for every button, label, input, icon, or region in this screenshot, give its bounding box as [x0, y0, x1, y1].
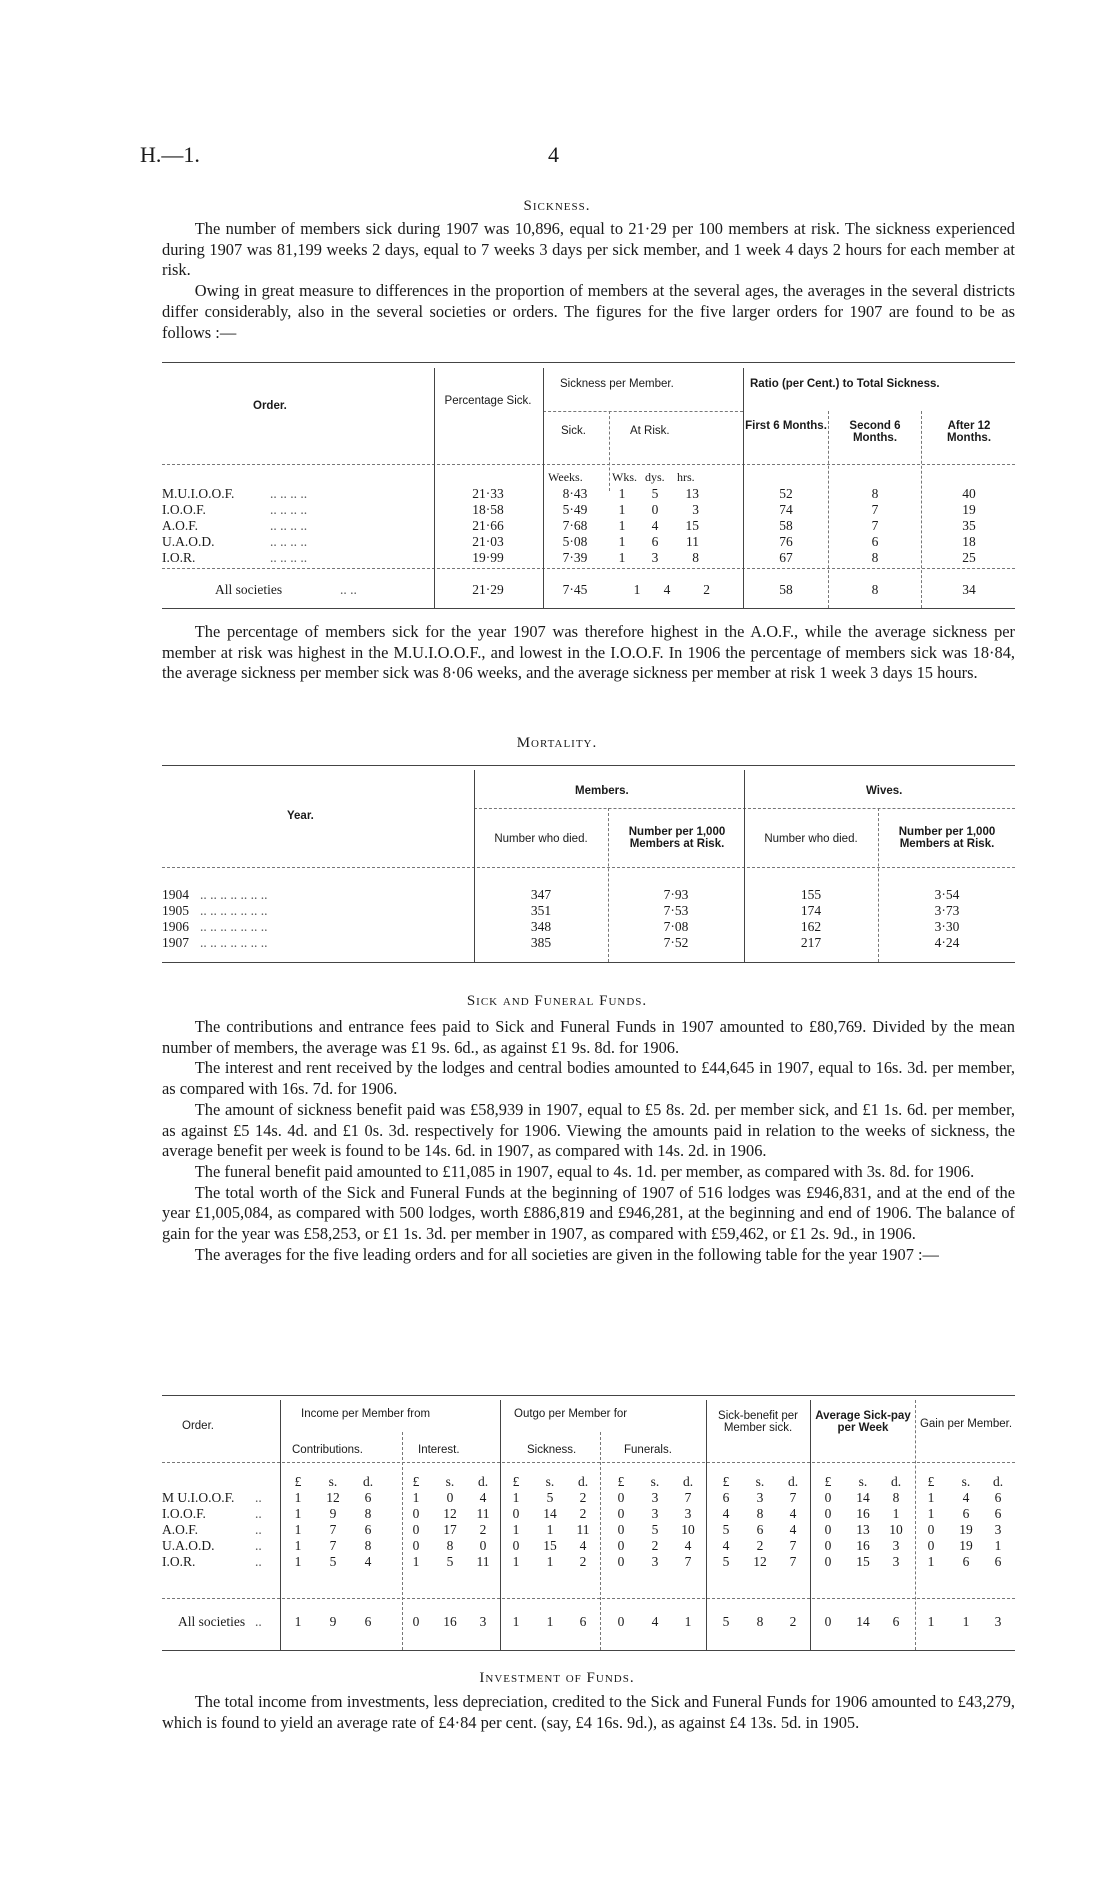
amount-pounds: 1 [294, 1538, 302, 1553]
sick-weeks: 8·43 [562, 486, 588, 501]
unit-pence: d. [682, 1474, 694, 1489]
amount-pence: 2 [579, 1490, 587, 1505]
amount-pence: 4 [364, 1554, 372, 1569]
unit-pounds: £ [294, 1474, 302, 1489]
amount-pounds: 0 [617, 1490, 625, 1505]
total-pence: 3 [994, 1614, 1002, 1629]
leader-dots: .. [255, 1554, 262, 1569]
order-name: M.U.I.O.O.F. [162, 486, 235, 501]
wives-died: 162 [800, 919, 822, 934]
amount-pence: 4 [684, 1538, 692, 1553]
amount-pounds: 1 [294, 1554, 302, 1569]
col-header-avg-sick-pay: Average Sick-pay per Week [815, 1410, 911, 1434]
funds-para-3: The amount of sickness benefit paid was £58,939 in 1907, equal to £5 8s. 2d. per member sick, and £1 1s. 6d. per member, as against £5 14s. 4d. and £1 0s. 3d. respectively for 1906. Viewing the amounts paid in relation to the weeks of sickness, the average benefit per week is found to be 14s. 6d. in 1907, as compared with 14s. 2d. in 1906. [162, 1099, 1015, 1161]
amount-pence: 6 [364, 1522, 372, 1537]
order-name: I.O.R. [162, 550, 196, 565]
col-header-members-died: Number who died. [494, 833, 588, 845]
unit-pence: d. [577, 1474, 589, 1489]
amount-pounds: 1 [927, 1554, 935, 1569]
unit-shillings: s. [650, 1474, 660, 1489]
amount-pence: 8 [364, 1538, 372, 1553]
amount-pence: 2 [579, 1554, 587, 1569]
amount-pence: 6 [994, 1506, 1002, 1521]
amount-pence: 8 [892, 1490, 900, 1505]
unit-pounds: £ [617, 1474, 625, 1489]
page-number: 4 [548, 142, 559, 167]
unit-pounds: £ [824, 1474, 832, 1489]
total-shillings: 14 [856, 1614, 870, 1629]
amount-pounds: 1 [294, 1522, 302, 1537]
funds-para-2: The interest and rent received by the lodges and central bodies amounted to £44,645 in 1907, equal to 16s. 3d. per member, as compared with 16s. 7d. for 1906. [162, 1058, 1015, 1099]
order-name: U.A.O.D. [162, 1538, 215, 1553]
unit-pounds: £ [512, 1474, 520, 1489]
amount-shillings: 14 [543, 1506, 557, 1521]
unit-shillings: s. [445, 1474, 455, 1489]
total-shillings: 16 [443, 1614, 457, 1629]
ratio-first: 58 [779, 518, 793, 533]
amount-pounds: 0 [512, 1506, 520, 1521]
total-pounds: 1 [294, 1614, 302, 1629]
unit-shillings: s. [545, 1474, 555, 1489]
at-risk-dys: 5 [651, 486, 659, 501]
amount-pence: 4 [789, 1506, 797, 1521]
amount-shillings: 2 [651, 1538, 659, 1553]
leader-dots: .. .. [340, 582, 357, 597]
sick-weeks: 5·08 [562, 534, 588, 549]
at-risk-hrs: 11 [686, 534, 699, 549]
amount-shillings: 19 [959, 1538, 973, 1553]
amount-pence: 7 [684, 1490, 692, 1505]
amount-shillings: 5 [546, 1490, 554, 1505]
amount-pounds: 1 [512, 1554, 520, 1569]
amount-pounds: 0 [824, 1538, 832, 1553]
total-pounds: 0 [617, 1614, 625, 1629]
total-pence: 2 [789, 1614, 797, 1629]
at-risk-wks: 1 [618, 486, 626, 501]
percentage-sick: 21·03 [472, 534, 504, 549]
total-pence: 6 [579, 1614, 587, 1629]
total-pence: 6 [364, 1614, 372, 1629]
col-header-ratio: Ratio (per Cent.) to Total Sickness. [750, 378, 940, 390]
col-header-funds-order: Order. [182, 1420, 214, 1432]
total-at-risk-hrs: 2 [703, 582, 710, 597]
amount-shillings: 9 [329, 1506, 337, 1521]
at-risk-hrs: 8 [692, 550, 699, 565]
total-pence: 3 [479, 1614, 487, 1629]
col-header-second-6-months: Second 6 Months. [849, 420, 901, 444]
amount-pence: 7 [789, 1554, 797, 1569]
at-risk-wks: 1 [618, 502, 626, 517]
funds-para-1: The contributions and entrance fees paid to Sick and Funeral Funds in 1907 amounted to £80,769. Divided by the mean number of members, the average was £1 9s. 6d., as against £1 9s. 8d. for 1906. [162, 1017, 1015, 1057]
leader-dots: .. [255, 1538, 262, 1553]
col-header-wives-died: Number who died. [764, 833, 858, 845]
unit-pence: d. [787, 1474, 799, 1489]
col-header-wives-per-1000: Number per 1,000 Members at Risk. [898, 826, 996, 850]
unit-pence: d. [362, 1474, 374, 1489]
total-at-risk-wks: 1 [633, 582, 641, 597]
unit-hrs: hrs. [677, 470, 695, 484]
unit-pence: d. [992, 1474, 1004, 1489]
unit-wks: Wks. [612, 470, 637, 484]
order-name: A.O.F. [162, 518, 199, 533]
percentage-sick: 21·33 [472, 486, 504, 501]
col-header-percentage-sick: Percentage Sick. [444, 395, 532, 407]
amount-pence: 0 [479, 1538, 487, 1553]
amount-pounds: 0 [824, 1522, 832, 1537]
order-name: M U.I.O.O.F. [162, 1490, 235, 1505]
unit-shillings: s. [328, 1474, 338, 1489]
total-pence: 1 [684, 1614, 692, 1629]
year: 1907 [162, 935, 189, 950]
sickness-para-2: Owing in great measure to differences in the proportion of members at the several ages, the averages in the several districts differ considerably, also in the several societies or orders. The figures for the five larger orders for 1907 are found to be as follows :— [162, 281, 1015, 342]
amount-pounds: 0 [512, 1538, 520, 1553]
amount-pence: 11 [476, 1506, 490, 1521]
ratio-second: 7 [871, 518, 879, 533]
amount-pence: 6 [994, 1490, 1002, 1505]
at-risk-dys: 4 [651, 518, 659, 533]
members-rate: 7·08 [663, 919, 689, 934]
amount-pounds: 1 [294, 1490, 302, 1505]
members-rate: 7·52 [663, 935, 689, 950]
sickness-para-1: The number of members sick during 1907 was 10,896, equal to 21·29 per 100 members at risk. The sickness experienced during 1907 was 81,199 weeks 2 days, equal to 7 weeks 3 days per sick member, and 1 week 4 days 2 hours for each member at risk. [162, 219, 1015, 280]
at-risk-dys: 0 [651, 502, 659, 517]
amount-pence: 4 [479, 1490, 487, 1505]
col-header-sick-benefit: Sick-benefit per Member sick. [718, 1410, 798, 1434]
amount-pence: 11 [476, 1554, 490, 1569]
amount-pence: 1 [892, 1506, 900, 1521]
section-title-mortality: Mortality. [516, 735, 598, 751]
investment-text [162, 1692, 1015, 1733]
amount-shillings: 8 [446, 1538, 454, 1553]
col-header-after-12-months: After 12 Months. [946, 420, 992, 444]
amount-pounds: 0 [824, 1554, 832, 1569]
at-risk-wks: 1 [618, 518, 626, 533]
col-header-members-per-1000: Number per 1,000 Members at Risk. [628, 826, 726, 850]
wives-died: 174 [800, 903, 822, 918]
total-label: All societies [178, 1614, 246, 1629]
total-pounds: 5 [722, 1614, 730, 1629]
total-pounds: 0 [824, 1614, 832, 1629]
leader-dots: .. [255, 1506, 262, 1521]
leader-dots: .. [255, 1614, 262, 1629]
col-header-order: Order. [253, 400, 287, 412]
percentage-sick: 21·66 [472, 518, 504, 533]
amount-shillings: 7 [329, 1522, 337, 1537]
wives-died: 155 [800, 887, 822, 902]
ratio-after: 40 [962, 486, 976, 501]
amount-shillings: 6 [962, 1506, 970, 1521]
amount-pounds: 1 [512, 1522, 520, 1537]
amount-pounds: 4 [722, 1538, 730, 1553]
amount-pounds: 5 [722, 1554, 730, 1569]
amount-shillings: 6 [756, 1522, 764, 1537]
year: 1905 [162, 903, 189, 918]
leader-dots: .. .. .. .. [270, 502, 308, 517]
total-shillings: 4 [651, 1614, 659, 1629]
amount-pounds: 0 [412, 1506, 420, 1521]
amount-shillings: 15 [543, 1538, 557, 1553]
amount-pounds: 4 [722, 1506, 730, 1521]
unit-pounds: £ [412, 1474, 420, 1489]
amount-shillings: 8 [756, 1506, 764, 1521]
amount-shillings: 0 [446, 1490, 454, 1505]
members-died: 347 [530, 887, 552, 902]
order-name: I.O.O.F. [162, 1506, 206, 1521]
ratio-after: 18 [962, 534, 976, 549]
wives-died: 217 [800, 935, 822, 950]
ratio-second: 6 [871, 534, 879, 549]
amount-pounds: 0 [412, 1538, 420, 1553]
amount-pence: 3 [892, 1554, 900, 1569]
funds-para-5: The total worth of the Sick and Funeral Funds at the beginning of 1907 of 516 lodges was £946,831, and at the end of the year £1,005,084, as compared with 500 lodges, worth £886,819 and £946,281, at the beginning and end of 1906. The balance of gain for the year was £58,253, or £1 1s. 3d. per member in 1907, as compared with £59,462, or £1 2s. 9d., in 1906. [162, 1182, 1015, 1244]
col-header-contributions: Contributions. [292, 1444, 363, 1456]
col-header-wives: Wives. [866, 785, 903, 797]
wives-rate: 4·24 [934, 935, 960, 950]
unit-pounds: £ [927, 1474, 935, 1489]
ratio-after: 19 [962, 502, 976, 517]
funds-para-4: The funeral benefit paid amounted to £11,085 in 1907, equal to 4s. 1d. per member, as compared with 3s. 8d. for 1906. [194, 1161, 975, 1181]
amount-pounds: 0 [412, 1522, 420, 1537]
amount-shillings: 12 [753, 1554, 767, 1569]
leader-dots: .. [255, 1490, 262, 1505]
total-pounds: 1 [927, 1614, 935, 1629]
amount-pence: 4 [579, 1538, 587, 1553]
amount-shillings: 2 [756, 1538, 764, 1553]
total-shillings: 9 [329, 1614, 337, 1629]
unit-shillings: s. [858, 1474, 868, 1489]
amount-pence: 3 [684, 1506, 692, 1521]
leader-dots: .. .. .. .. .. .. .. [200, 919, 268, 934]
unit-pence: d. [477, 1474, 489, 1489]
leader-dots: .. .. .. .. [270, 486, 308, 501]
page-header-code: H.—1. [140, 142, 200, 167]
year: 1904 [162, 887, 189, 902]
section-title-investment: Investment of Funds. [479, 1670, 635, 1686]
amount-pounds: 1 [927, 1490, 935, 1505]
total-ratio-second: 8 [871, 582, 879, 597]
amount-shillings: 5 [446, 1554, 454, 1569]
wives-rate: 3·73 [934, 903, 960, 918]
col-header-outgo-per-member: Outgo per Member for [514, 1408, 628, 1420]
amount-pence: 6 [364, 1490, 372, 1505]
amount-shillings: 6 [962, 1554, 970, 1569]
ratio-first: 52 [779, 486, 793, 501]
amount-pounds: 0 [927, 1538, 935, 1553]
funds-para-6: The averages for the five leading orders and for all societies are given in the following table for the year 1907 :— [194, 1244, 939, 1264]
amount-shillings: 1 [546, 1554, 554, 1569]
sickness-para-3: The percentage of members sick for the year 1907 was therefore highest in the A.O.F., while the average sickness per member at risk was highest in the M.U.I.O.O.F., and lowest in the I.O.O.F. In 1906 the percentage of members sick was 18·84, the average sickness per member sick was 8·06 weeks, and the average sickness per member at risk 1 week 3 days 15 hours. [162, 622, 1015, 683]
amount-pounds: 1 [294, 1506, 302, 1521]
ratio-second: 8 [871, 550, 879, 565]
unit-pence: d. [890, 1474, 902, 1489]
members-died: 385 [530, 935, 552, 950]
total-pounds: 0 [412, 1614, 420, 1629]
unit-shillings: s. [961, 1474, 971, 1489]
total-at-risk-dys: 4 [663, 582, 671, 597]
amount-shillings: 3 [756, 1490, 764, 1505]
members-died: 351 [530, 903, 552, 918]
amount-shillings: 14 [856, 1490, 870, 1505]
unit-weeks: Weeks. [548, 470, 583, 484]
funds-text [162, 1017, 1015, 1265]
wives-rate: 3·54 [934, 887, 960, 902]
members-rate: 7·53 [663, 903, 689, 918]
leader-dots: .. .. .. .. [270, 518, 308, 533]
investment-para-1: The total income from investments, less depreciation, credited to the Sick and Funeral Funds for 1906 amounted to £43,279, which is found to yield an average rate of £4·84 per cent. (say, £4 16s. 9d.), as against £4 13s. 5d. in 1905. [162, 1692, 1015, 1732]
amount-pence: 7 [789, 1490, 797, 1505]
sick-weeks: 7·39 [562, 550, 588, 565]
amount-shillings: 7 [329, 1538, 337, 1553]
amount-shillings: 16 [856, 1506, 870, 1521]
total-pence: 6 [892, 1614, 900, 1629]
sick-weeks: 5·49 [562, 502, 588, 517]
unit-dys: dys. [645, 470, 665, 484]
ratio-after: 35 [962, 518, 976, 533]
sick-weeks: 7·68 [562, 518, 588, 533]
order-name: U.A.O.D. [162, 534, 215, 549]
amount-pounds: 0 [617, 1506, 625, 1521]
amount-pence: 10 [681, 1522, 695, 1537]
amount-shillings: 3 [651, 1506, 659, 1521]
ratio-second: 8 [871, 486, 879, 501]
amount-pounds: 0 [617, 1538, 625, 1553]
col-header-first-6-months: First 6 Months. [745, 420, 827, 432]
col-header-at-risk: At Risk. [630, 425, 670, 437]
amount-pence: 2 [579, 1506, 587, 1521]
at-risk-dys: 3 [651, 550, 659, 565]
amount-pence: 7 [789, 1538, 797, 1553]
year: 1906 [162, 919, 189, 934]
col-header-income-per-member: Income per Member from [301, 1408, 431, 1420]
amount-pounds: 1 [412, 1554, 420, 1569]
leader-dots: .. .. .. .. .. .. .. [200, 903, 268, 918]
section-title-sick-funeral-funds: Sick and Funeral Funds. [466, 993, 648, 1009]
amount-shillings: 13 [856, 1522, 870, 1537]
col-header-sickness: Sickness. [527, 1444, 577, 1456]
order-name: I.O.R. [162, 1554, 196, 1569]
at-risk-dys: 6 [651, 534, 659, 549]
section-title-sickness: Sickness. [523, 198, 591, 214]
wives-rate: 3·30 [934, 919, 960, 934]
at-risk-hrs: 13 [685, 486, 699, 501]
ratio-second: 7 [871, 502, 879, 517]
amount-pence: 7 [684, 1554, 692, 1569]
col-header-interest: Interest. [418, 1444, 460, 1456]
ratio-first: 76 [779, 534, 793, 549]
amount-pence: 3 [892, 1538, 900, 1553]
total-shillings: 8 [756, 1614, 764, 1629]
leader-dots: .. .. .. .. [270, 534, 308, 549]
amount-pounds: 1 [927, 1506, 935, 1521]
amount-pounds: 0 [617, 1522, 625, 1537]
amount-pounds: 5 [722, 1522, 730, 1537]
col-header-sick: Sick. [561, 425, 586, 437]
amount-shillings: 5 [329, 1554, 337, 1569]
ratio-after: 25 [962, 550, 976, 565]
percentage-sick: 19·99 [472, 550, 504, 565]
amount-pence: 3 [994, 1522, 1002, 1537]
amount-shillings: 1 [546, 1522, 554, 1537]
at-risk-hrs: 3 [692, 502, 699, 517]
leader-dots: .. .. .. .. .. .. .. [200, 887, 268, 902]
ratio-first: 67 [779, 550, 793, 565]
amount-pence: 10 [889, 1522, 903, 1537]
total-ratio-first: 58 [779, 582, 793, 597]
amount-shillings: 19 [959, 1522, 973, 1537]
col-header-year: Year. [287, 810, 314, 822]
amount-pounds: 0 [824, 1490, 832, 1505]
sickness-summary [162, 622, 1015, 684]
col-header-members: Members. [575, 785, 629, 797]
percentage-sick: 18·58 [472, 502, 504, 517]
amount-shillings: 3 [651, 1490, 659, 1505]
amount-pounds: 6 [722, 1490, 730, 1505]
unit-pounds: £ [722, 1474, 730, 1489]
at-risk-wks: 1 [618, 550, 626, 565]
members-died: 348 [530, 919, 552, 934]
unit-shillings: s. [755, 1474, 765, 1489]
amount-shillings: 16 [856, 1538, 870, 1553]
total-percentage-sick: 21·29 [472, 582, 504, 597]
amount-pence: 4 [789, 1522, 797, 1537]
total-pounds: 1 [512, 1614, 520, 1629]
amount-pence: 11 [576, 1522, 590, 1537]
amount-shillings: 3 [651, 1554, 659, 1569]
amount-pence: 2 [479, 1522, 487, 1537]
order-name: A.O.F. [162, 1522, 199, 1537]
amount-pounds: 1 [412, 1490, 420, 1505]
total-shillings: 1 [546, 1614, 554, 1629]
amount-pounds: 0 [617, 1554, 625, 1569]
col-header-gain: Gain per Member. [919, 1418, 1013, 1430]
amount-pence: 1 [994, 1538, 1002, 1553]
leader-dots: .. .. .. .. .. .. .. [200, 935, 268, 950]
total-label: All societies [215, 582, 283, 597]
amount-pounds: 0 [824, 1506, 832, 1521]
at-risk-wks: 1 [618, 534, 626, 549]
amount-shillings: 12 [443, 1506, 457, 1521]
total-sick-weeks: 7·45 [562, 582, 588, 597]
total-shillings: 1 [962, 1614, 970, 1629]
order-name: I.O.O.F. [162, 502, 206, 517]
amount-shillings: 4 [962, 1490, 970, 1505]
amount-pence: 8 [364, 1506, 372, 1521]
amount-shillings: 5 [651, 1522, 659, 1537]
amount-shillings: 17 [443, 1522, 457, 1537]
amount-pounds: 0 [927, 1522, 935, 1537]
ratio-first: 74 [779, 502, 793, 517]
leader-dots: .. [255, 1522, 262, 1537]
total-ratio-after: 34 [962, 582, 976, 597]
leader-dots: .. .. .. .. [270, 550, 308, 565]
amount-pounds: 1 [512, 1490, 520, 1505]
col-header-sickness-per-member: Sickness per Member. [560, 378, 674, 390]
sickness-intro [162, 219, 1015, 343]
amount-shillings: 12 [326, 1490, 340, 1505]
at-risk-hrs: 15 [685, 518, 699, 533]
amount-shillings: 15 [856, 1554, 870, 1569]
col-header-funerals: Funerals. [624, 1444, 672, 1456]
amount-pence: 6 [994, 1554, 1002, 1569]
members-rate: 7·93 [663, 887, 689, 902]
